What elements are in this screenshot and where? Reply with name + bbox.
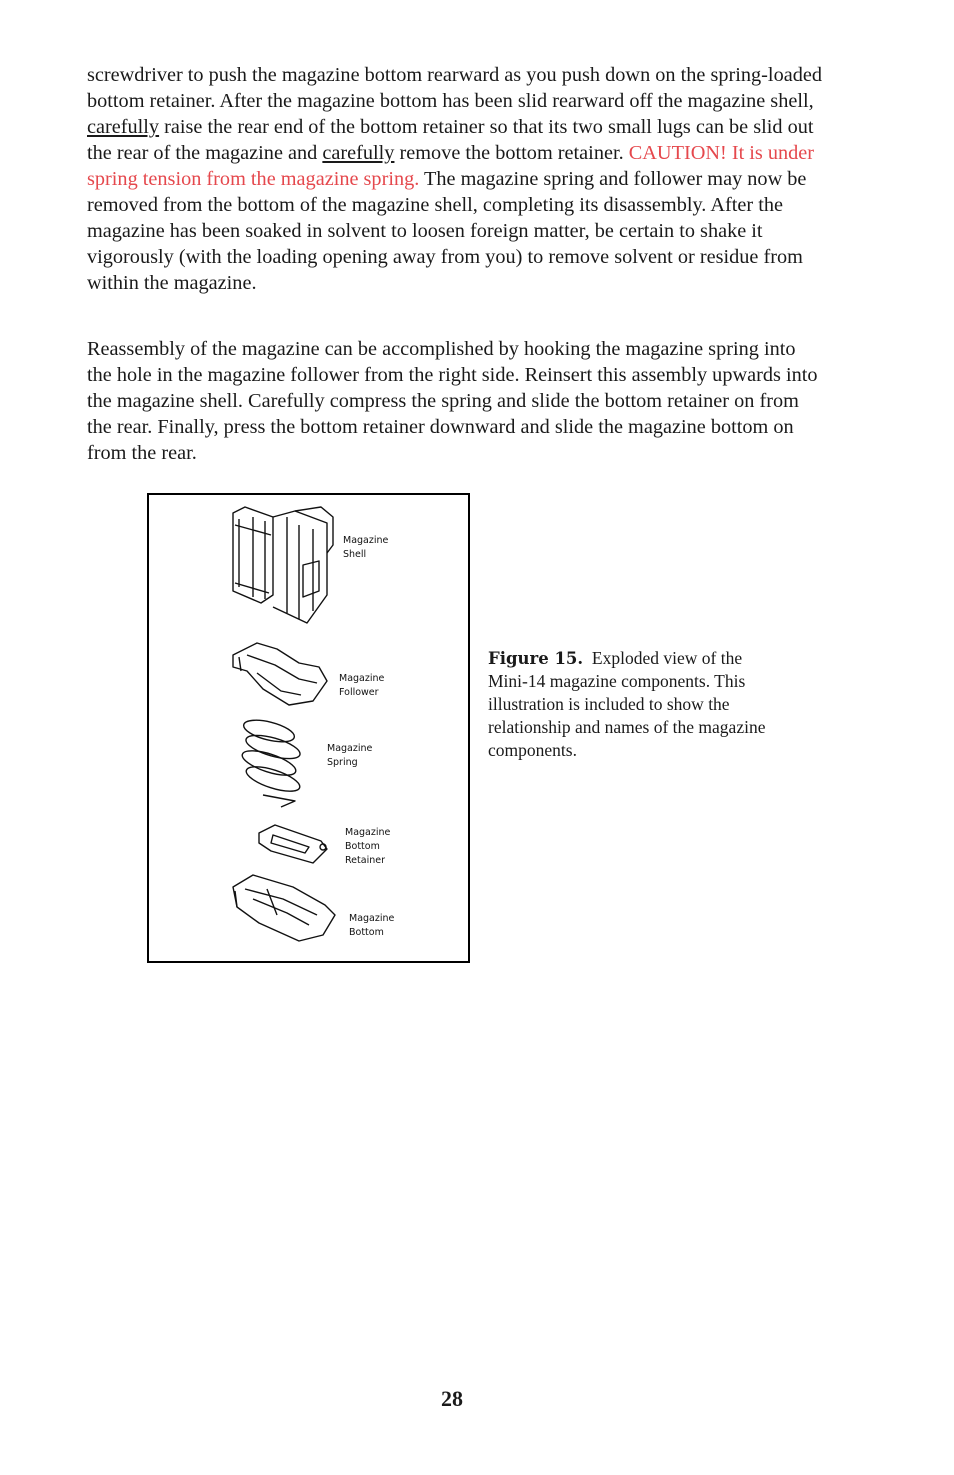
body-paragraph-disassembly: [87, 62, 822, 296]
caption-text: Exploded view of the Mini-14 magazine components. This illustration is included to show the relationship and names of the magazine components.: [488, 648, 766, 760]
body-paragraph-reassembly: Reassembly of the magazine can be accomplished by hooking the magazine spring into the hole in the magazine follower from the right side. Reinsert this assembly upwards into the magazine shell. Carefully compress the spring and slide the bottom retainer on from the rear. Finally, press the bottom retainer downward and slide the magazine bottom on from the rear.: [87, 338, 818, 464]
text-run: raise the rear end of the bottom retainer so that its two small lugs can be slid out the rear of the magazine and: [87, 116, 814, 164]
label-follower-line1: Magazine: [339, 673, 385, 684]
exploded-view-drawing: [149, 495, 468, 961]
label-shell-line1: Magazine: [343, 535, 389, 546]
label-shell-line2: Shell: [343, 549, 367, 560]
label-retainer-line2: Bottom: [345, 841, 380, 852]
page-number: 28: [441, 1386, 463, 1411]
label-retainer-line3: Retainer: [345, 855, 385, 866]
label-bottom-line2: Bottom: [349, 927, 384, 938]
text-run: The magazine spring and follower may now be removed from the bottom of the magazine shell, completing its disassembly. After the magazine has been soaked in solvent to loosen foreign matter, be certain to shake it vigorously (with the loading opening away from you) to remove solvent or residue from within the magazine.: [87, 168, 807, 294]
underlined-word: carefully: [87, 116, 160, 138]
text-run: screwdriver to push the magazine bottom rearward as you push down on the spring-loaded bottom retainer. After the magazine bottom has been slid rearward off the magazine shell,: [87, 64, 822, 112]
label-spring-line2: Spring: [327, 757, 358, 768]
magazine-bottom-retainer-drawing: [259, 825, 327, 863]
label-bottom-line1: Magazine: [349, 913, 395, 924]
label-follower-line2: Follower: [339, 687, 379, 698]
figure-caption: [488, 647, 778, 762]
underlined-word: carefully: [322, 142, 395, 164]
magazine-bottom-drawing: [233, 875, 335, 941]
label-spring-line1: Magazine: [327, 743, 373, 754]
magazine-follower-drawing: [233, 643, 327, 705]
caution-warning: CAUTION! It is under spring tension from the magazine spring.: [87, 142, 815, 190]
text-run: remove the bottom retainer.: [394, 142, 629, 164]
caption-label: Figure 15.: [488, 649, 584, 668]
magazine-spring-drawing: [240, 716, 303, 807]
label-retainer-line1: Magazine: [345, 827, 391, 838]
figure-15-illustration: [147, 493, 470, 963]
magazine-shell-drawing: [233, 507, 333, 623]
